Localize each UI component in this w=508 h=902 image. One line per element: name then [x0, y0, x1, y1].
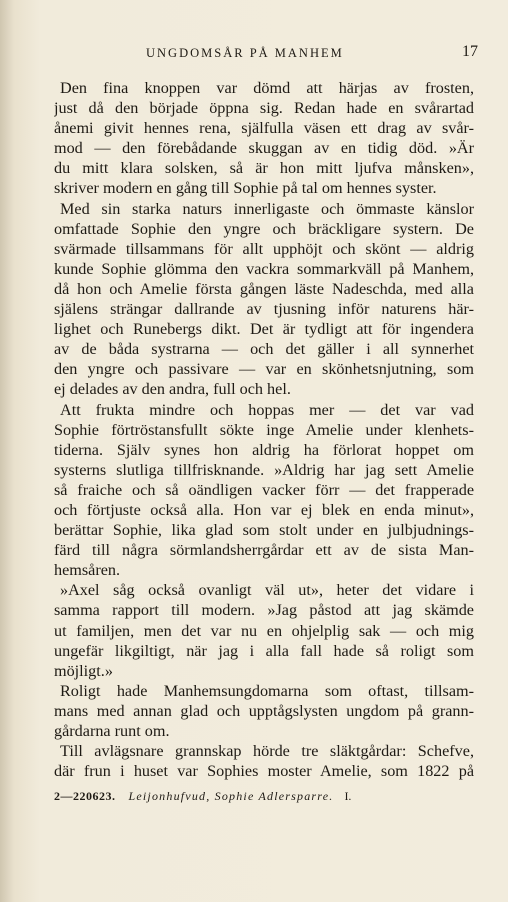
- text-line: färd till några sörmlandsherrgårdar ett av de sista Man-: [54, 541, 474, 560]
- text-line: Att frukta mindre och hoppas mer — det var vad: [60, 400, 474, 419]
- text-line: kunde Sophie glömma den vackra sommarkväll på Manhem,: [54, 259, 474, 278]
- text-line: omfattade Sophie den yngre och bräckligare systern. De: [54, 219, 474, 238]
- text-line: ut familjen, men det var nu en ohjelplig sak — och mig: [54, 621, 474, 640]
- text-line: så fraiche och så oändligen vacker förr — det frapperade: [54, 480, 474, 499]
- text-line: just då den började öppna sig. Redan hade en svårartad: [54, 99, 474, 118]
- running-title: UNGDOMSÅR PÅ MANHEM: [146, 46, 344, 60]
- text-line: av de båda systrarna — och det gäller i all synnerhet: [54, 340, 474, 359]
- text-line: hemsåren.: [54, 561, 121, 580]
- text-line: tiderna. Själv synes hon aldrig ha förlorat hoppet om: [54, 440, 474, 459]
- text-line: berättar Sophie, lika glad som stolt under en julbjudnings-: [54, 521, 474, 540]
- text-line: lighet och Runebergs dikt. Det är tydligt att för ingendera: [54, 320, 474, 339]
- text-line: själens strängar dallrande av tjusning inför naturens här-: [54, 300, 474, 319]
- text-line: ej delades av den andra, full och hel.: [54, 380, 291, 399]
- signature-mark: 2—220623.: [54, 789, 116, 803]
- text-line: den yngre och passivare — var en skönhetsnjutning, som: [54, 360, 474, 379]
- page-number: 17: [462, 43, 478, 60]
- text-line: mod — den förebådande skuggan av en tidig död. »Är: [54, 139, 474, 158]
- text-line: »Axel såg också ovanligt väl ut», heter det vidare i: [60, 581, 474, 600]
- text-line: systerns slutliga tillfrisknande. »Aldrig har jag sett Amelie: [54, 460, 474, 479]
- printer-signature-line: [54, 789, 474, 804]
- text-line: skriver modern en gång till Sophie på tal om hennes syster.: [54, 179, 437, 198]
- text-line: möjligt.»: [54, 661, 113, 680]
- text-line: svärmade tillsammans för allt upphöjt och skönt — aldrig: [54, 239, 474, 258]
- running-header: [50, 43, 478, 66]
- author-credit: Leijonhufvud, Sophie Adlersparre.: [128, 789, 334, 803]
- body-text: [54, 78, 474, 781]
- text-line: gårdarna runt om.: [54, 722, 170, 740]
- text-line: samma rapport till modern. »Jag påstod att jag skämde: [54, 601, 474, 620]
- text-line: mans med annan glad och upptågslysten ungdom på grann-: [54, 701, 474, 720]
- text-line: ungefär likgiltigt, när jag i alla fall hade så roligt som: [54, 641, 474, 660]
- text-line: Till avlägsnare grannskap hörde tre släktgårdar: Schefve,: [60, 742, 474, 761]
- text-line: Roligt hade Manhemsungdomarna som oftast, tillsam-: [60, 681, 474, 700]
- text-line: Den fina knoppen var dömd att härjas av frosten,: [60, 79, 474, 97]
- text-line: ånemi givit hennes rena, själfulla väsen ett drag av svår-: [54, 119, 474, 138]
- text-line: då hon och Amelie första gången läste Nadeschda, med alla: [54, 279, 474, 298]
- text-line: Sophie förtröstansfullt sökte inge Amelie under klenhets-: [54, 420, 474, 439]
- text-line: där frun i huset var Sophies moster Amelie, som 1822 på: [54, 762, 474, 781]
- volume-number: I.: [344, 789, 352, 803]
- text-line: och förtjuste också alla. Hon var ej blek en enda minut»,: [54, 500, 474, 519]
- text-line: Med sin starka naturs innerligaste och ömmaste känslor: [60, 199, 474, 218]
- text-line: du mitt klara solsken, så är hon mitt ljufva månsken»,: [54, 159, 474, 178]
